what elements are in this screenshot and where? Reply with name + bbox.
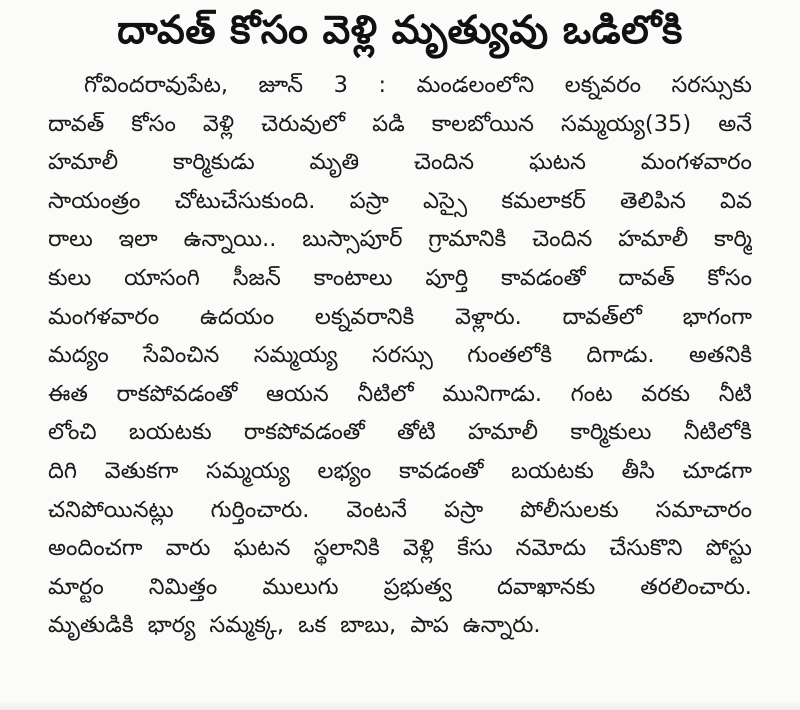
article-word: పోస్టు [705,535,752,562]
article-word: మండలంలోని [416,72,535,98]
article-word: కోసం [131,110,176,137]
article-line [48,143,752,182]
article-word: అతనికి [688,342,752,369]
article-word: హమాలీ [48,149,119,176]
article-word: నీటిలో [357,380,414,407]
article-line [48,375,752,414]
article-word: బయటకు [511,457,594,484]
article-word: కులు [48,264,92,291]
article-word: గ్రామానికి [428,226,507,253]
article-word: కార్మికుడు [172,149,255,176]
article-word: చెరువులో [261,110,346,137]
article-word: రాకపోవడంతో [243,419,365,446]
article-line [48,182,752,221]
article-word: బుస్సాపూర్ [302,226,403,253]
article-word: లక్నవరానికి [314,303,415,330]
article-word: సరస్సు [371,342,433,369]
article-word: తెలిపిన [619,187,686,214]
article-word: వివ [719,187,752,214]
article-line [48,452,752,491]
article-word: భార్య [147,612,196,639]
article-word: పాప [410,612,449,639]
article-line [48,66,752,105]
article-word: ఉన్నాయి.. [183,226,277,253]
article-word: సీజన్ [232,264,281,291]
headline: దావత్ కోసం వెళ్లి మృత్యువు ఒడిలోకి [117,8,683,53]
article-word: తీసి [621,457,655,484]
article-word: సాయంత్రం [48,187,141,214]
article-word: మార్టం [48,573,104,600]
article-word: చెందిన [413,149,475,176]
article-word: దావత్‌లో [562,303,642,330]
article-word: చేసుకొని [609,535,683,562]
article-line [48,105,752,144]
article-line [48,491,752,530]
article-word: బయటకు [128,419,212,446]
article-word: గంట [570,380,613,407]
article-word: కోసం [707,264,752,291]
article-word: సేవించిన [143,342,220,369]
article-word: అందించగా [48,535,143,562]
article-line [48,606,752,645]
article-word: తరలించారు. [640,573,752,600]
article-word: కాంటాలు [313,264,393,291]
article-word: సమ్మయ్య [206,457,290,484]
article-word: వెళ్లి [202,110,235,137]
article-word: చోటుచేసుకుంది. [174,187,316,214]
article-word: కార్మి [714,226,752,253]
article-word: యాసంగి [124,264,200,291]
article-word: ఒక [298,612,327,639]
article-word: సమ్మక్క, [209,612,285,639]
article-word: హమాలీ [467,419,539,446]
article-body [48,66,752,645]
article-word: స్థలానికి [313,535,380,562]
article-word: పడి [372,110,405,137]
article-word: గుర్తించారు. [210,496,310,523]
article-word: నిమిత్తం [148,573,218,600]
article-word: రాకపోవడంతో [116,380,238,407]
article-word: మృతుడికి [48,612,134,639]
article-word: లోంచి [48,419,97,446]
article-word: మంగళవారం [640,149,752,176]
article-word: వెళ్లారు. [455,303,522,330]
article-word: పోలీసులకు [520,496,619,523]
article-word: కార్మికులు [570,419,652,446]
article-word: అనే [718,110,752,137]
article-line [48,220,752,259]
article-word: కమలాకర్ [501,187,586,214]
article-word: దావత్ [48,110,105,137]
article-word: చూడగా [682,457,752,484]
article-word: ఘటన [528,149,586,176]
article-word: దవాఖానకు [496,573,596,600]
article-word: దిగి [48,457,78,484]
article-word: నీటి [718,380,752,407]
article-word: మంగళవారం [48,303,160,330]
article-word: దావత్ [618,264,675,291]
article-word: నీటిలోకి [683,419,752,446]
article-word: ఉన్నారు. [462,612,541,639]
article-word: చెందిన [532,226,593,253]
article-word: పస్రా [443,496,484,523]
article-word: ఉదయం [199,303,275,330]
article-word: లక్నవరం [564,72,641,98]
article-word: చనిపోయినట్లు [48,496,174,523]
article-word: 3 [333,72,348,98]
article-line [48,259,752,298]
article-word: వెంటనే [346,496,407,523]
article-word: జూన్ [258,72,304,98]
article-word: నమోదు [515,535,587,562]
article-word: : [378,72,387,98]
article-word: భాగంగా [682,303,752,330]
article-word: వరకు [641,380,691,407]
article-word: ఈత [48,380,88,407]
article-word: కాలబోయిన [431,110,534,137]
article-word: మద్యం [48,342,109,369]
article-word: కేసు [457,535,493,562]
article-word: తోటి [397,419,436,446]
article-word: కావడంతో [501,264,586,291]
article-line [48,336,752,375]
article-word: సరస్సుకు [671,72,752,98]
article-word: మునిగాడు. [442,380,543,407]
article-word: గోవిందరావుపేట, [84,72,228,98]
article-word: ప్రభుత్వ [383,573,452,600]
article-word: సమాచారం [655,496,752,523]
article-line [48,568,752,607]
article-word: ఘటన [233,535,291,562]
article-word: వారు [165,535,211,562]
article-line [48,298,752,337]
article-word: పస్రా [349,187,389,214]
article-word: రాలు [48,226,93,253]
article-word: ఇలా [118,226,158,253]
article-word: బాబు, [340,612,397,639]
article-word: దిగాడు. [586,342,655,369]
article-word: లభ్యం [317,457,372,484]
scan-edge [0,700,800,710]
article-word: ఆయన [266,380,329,407]
article-line [48,413,752,452]
article-word: వెళ్లి [402,535,435,562]
article-word: ములుగు [262,573,339,600]
article-word: సమ్మయ్య(35) [561,110,692,137]
article-word: కావడంతో [398,457,484,484]
article-word: గుంతలోకి [467,342,553,369]
article-word: పూర్తి [425,264,469,291]
article-word: మృతి [309,149,360,176]
article-word: హమాలీ [618,226,689,253]
article-word: సమ్మయ్య [253,342,338,369]
article-line [48,529,752,568]
article-word: ఎస్సై [423,187,468,214]
article-word: వెతుకగా [104,457,179,484]
